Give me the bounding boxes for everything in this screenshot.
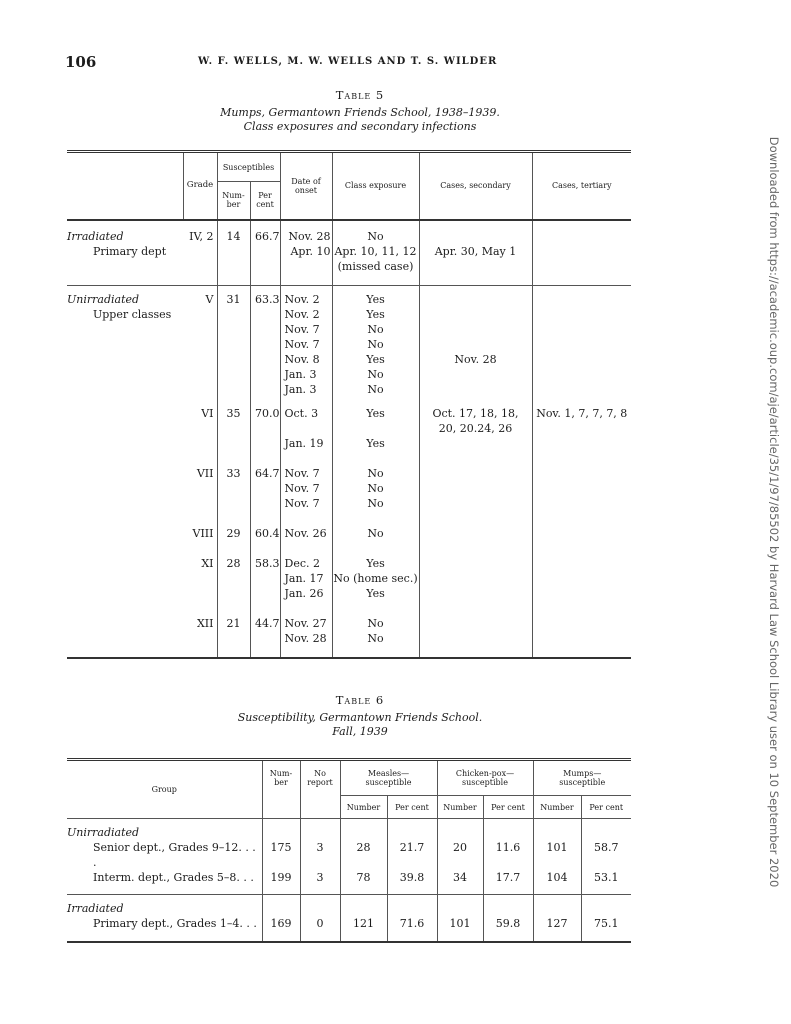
t6-subheader-percent: Per cent [581, 796, 631, 819]
dates-cell: Nov. 26 [280, 526, 332, 556]
group-name: Unirradiated [67, 826, 140, 839]
page-number: 106 [65, 53, 97, 71]
tertiary-cell: Nov. 1, 7, 7, 7, 8 [532, 406, 631, 466]
table-row [67, 526, 631, 556]
mumps-percent-cell: 58.7 [581, 840, 631, 870]
chickenpox-percent-cell: 11.6 [483, 840, 533, 870]
number-cell: 31 [217, 286, 250, 406]
mumps-percent-cell: 75.1 [581, 916, 631, 942]
secondary-cell: Nov. 28 [419, 286, 532, 406]
no-report-cell: 0 [300, 916, 340, 942]
table5 [67, 150, 631, 659]
group-cell [67, 286, 183, 406]
table6-title-line2: Fall, 1939 [332, 725, 388, 738]
percent-cell: 64.7 [250, 466, 280, 526]
tertiary-cell [532, 526, 631, 556]
number-cell: 14 [217, 220, 250, 286]
t5-header-date-onset: Date of onset [280, 152, 332, 220]
secondary-cell [419, 466, 532, 526]
group-row [67, 819, 631, 841]
t6-subheader-number: Number [340, 796, 387, 819]
download-notice: Downloaded from https://academic.oup.com/aje/article/35/1/97/85502 by Harvard Law School Library user on 10 September 2020 [767, 136, 781, 888]
t6-header-group: Group [67, 760, 262, 819]
secondary-cell [419, 526, 532, 556]
number-cell: 199 [262, 870, 300, 894]
t5-header-percent: Per cent [250, 182, 280, 220]
group-cell [67, 556, 183, 616]
t6-header-number: Num- ber [262, 760, 300, 819]
grade-cell: V [183, 286, 217, 406]
number-cell: 29 [217, 526, 250, 556]
chickenpox-percent-cell: 17.7 [483, 870, 533, 894]
grade-cell: VIII [192, 526, 214, 540]
grade-cell: VII [196, 466, 214, 480]
exposure-cell: Yes Yes No No Yes No No [332, 286, 419, 406]
page-header [65, 53, 645, 73]
t6-header-chickenpox: Chicken-pox— susceptible [437, 760, 533, 796]
number-cell: 33 [217, 466, 250, 526]
grade-cell: VI [201, 406, 214, 420]
percent-cell: 63.3 [250, 286, 280, 406]
mumps-percent-cell: 53.1 [581, 870, 631, 894]
table-row [67, 840, 631, 870]
tertiary-cell [532, 286, 631, 406]
table5-title-line2: Class exposures and secondary infections [243, 120, 477, 133]
table-row [67, 466, 631, 526]
row-label: Senior dept., Grades 9–12. . . . [93, 841, 256, 869]
secondary-cell: Apr. 30, May 1 [419, 220, 532, 286]
group-cell [67, 616, 183, 658]
percent-cell: 44.7 [250, 616, 280, 658]
t6-subheader-number: Number [533, 796, 581, 819]
t5-header-number: Num- ber [217, 182, 250, 220]
exposure-cell: No [332, 526, 419, 556]
table-row [67, 870, 631, 894]
exposure-cell: Yes No (home sec.) Yes [332, 556, 419, 616]
group-cell [67, 220, 183, 286]
group-row [67, 894, 631, 916]
table-row [67, 916, 631, 942]
exposure-cell: No No [332, 616, 419, 658]
measles-number-cell: 78 [340, 870, 387, 894]
number-cell: 21 [217, 616, 250, 658]
secondary-cell: Oct. 17, 18, 18, 20, 20.24, 26 [419, 406, 532, 466]
percent-cell: 58.3 [250, 556, 280, 616]
dates-cell: Nov. 28 Apr. 10 [280, 220, 332, 286]
measles-number-cell: 28 [340, 840, 387, 870]
t6-subheader-percent: Per cent [483, 796, 533, 819]
number-cell: 28 [217, 556, 250, 616]
t6-header-measles: Measles— susceptible [340, 760, 437, 796]
group-name: Unirradiated [67, 293, 140, 306]
t5-header-cases-secondary: Cases, secondary [419, 152, 532, 220]
tertiary-cell [532, 556, 631, 616]
t6-subheader-percent: Per cent [387, 796, 437, 819]
chickenpox-percent-cell: 59.8 [483, 916, 533, 942]
measles-percent-cell: 71.6 [387, 916, 437, 942]
grade-cell: XI [201, 556, 214, 570]
table6-title-line1: Susceptibility, Germantown Friends School. [237, 711, 483, 724]
table-row [67, 556, 631, 616]
table-row [67, 616, 631, 658]
measles-number-cell: 121 [340, 916, 387, 942]
group-name: Irradiated [67, 894, 262, 916]
no-report-cell: 3 [300, 870, 340, 894]
number-cell: 175 [262, 840, 300, 870]
table5-caption [60, 88, 660, 134]
table5-label: Table 5 [335, 88, 385, 102]
table5-title-line1: Mumps, Germantown Friends School, 1938–1939. [220, 106, 500, 119]
tertiary-cell [532, 616, 631, 658]
percent-cell: 66.7 [250, 220, 280, 286]
number-cell: 169 [262, 916, 300, 942]
t6-header-no-report: No report [300, 760, 340, 819]
group-sub: Primary dept [93, 244, 167, 258]
chickenpox-number-cell: 101 [437, 916, 483, 942]
tertiary-cell [532, 466, 631, 526]
secondary-cell [419, 616, 532, 658]
no-report-cell: 3 [300, 840, 340, 870]
table6-label: Table 6 [335, 693, 385, 707]
t5-header-grade: Grade [183, 152, 217, 220]
dates-cell: Nov. 7 Nov. 7 Nov. 7 [280, 466, 332, 526]
exposure-cell: Yes Yes [332, 406, 419, 466]
percent-cell: 60.4 [250, 526, 280, 556]
grade-cell: IV, 2 [189, 229, 214, 243]
table6 [67, 758, 631, 943]
grade-cell: XII [196, 616, 214, 630]
group-sub: Upper classes [93, 308, 172, 321]
dates-cell: Nov. 2 Nov. 2 Nov. 7 Nov. 7 Nov. 8 Jan. 3 Jan. 3 [280, 286, 332, 406]
mumps-number-cell: 127 [533, 916, 581, 942]
dates-cell: Dec. 2 Jan. 17 Jan. 26 [280, 556, 332, 616]
percent-cell: 70.0 [250, 406, 280, 466]
row-label: Primary dept., Grades 1–4. . . [93, 916, 257, 930]
t5-header-blank [67, 152, 183, 220]
group-cell [67, 466, 183, 526]
tertiary-cell [532, 220, 631, 286]
chickenpox-number-cell: 20 [437, 840, 483, 870]
group-cell [67, 526, 183, 556]
mumps-number-cell: 104 [533, 870, 581, 894]
table-row [67, 286, 631, 406]
dates-cell: Oct. 3 Jan. 19 [280, 406, 332, 466]
t6-header-mumps: Mumps— susceptible [533, 760, 631, 796]
group-name: Irradiated [67, 229, 124, 243]
t5-header-class-exposure: Class exposure [332, 152, 419, 220]
chickenpox-number-cell: 34 [437, 870, 483, 894]
secondary-cell [419, 556, 532, 616]
group-cell [67, 406, 183, 466]
table6-caption [60, 693, 660, 739]
number-cell: 35 [217, 406, 250, 466]
t6-subheader-number: Number [437, 796, 483, 819]
row-label: Interm. dept., Grades 5–8. . . [93, 871, 254, 884]
measles-percent-cell: 21.7 [387, 840, 437, 870]
t5-header-cases-tertiary: Cases, tertiary [532, 152, 631, 220]
table-row [67, 220, 631, 286]
mumps-number-cell: 101 [533, 840, 581, 870]
exposure-cell: No Apr. 10, 11, 12 (missed case) [332, 220, 419, 286]
dates-cell: Nov. 27 Nov. 28 [280, 616, 332, 658]
exposure-cell: No No No [332, 466, 419, 526]
measles-percent-cell: 39.8 [387, 870, 437, 894]
running-head: W. F. WELLS, M. W. WELLS AND T. S. WILDER [198, 56, 498, 67]
table-row [67, 406, 631, 466]
t5-header-susceptibles: Susceptibles [217, 152, 280, 182]
